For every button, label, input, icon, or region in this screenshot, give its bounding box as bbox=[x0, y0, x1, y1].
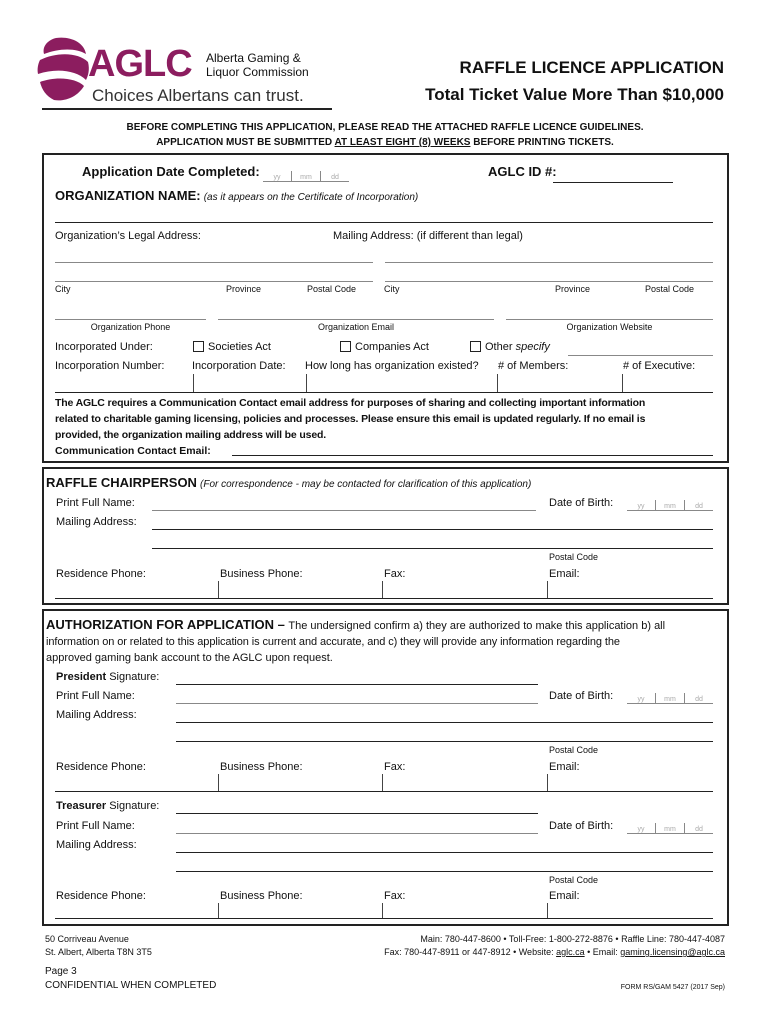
auth-line1: AUTHORIZATION FOR APPLICATION – The undersigned confirm a) they are authorized to make this application b) all bbox=[46, 617, 666, 632]
treasurer-signature-field[interactable] bbox=[176, 813, 538, 814]
footer-address-2: St. Albert, Alberta T8N 3T5 bbox=[45, 947, 152, 957]
incorporated-under-label: Incorporated Under: bbox=[55, 341, 153, 353]
president-dob-field[interactable]: yy mm dd bbox=[627, 690, 713, 704]
divider bbox=[382, 774, 383, 791]
other-specify-field[interactable] bbox=[568, 355, 713, 356]
notice-line1: BEFORE COMPLETING THIS APPLICATION, PLEASE READ THE ATTACHED RAFFLE LICENCE GUIDELINES. bbox=[126, 122, 644, 133]
auth-line2: information on or related to this application is current and accurate, and c) they will provide any information regarding the bbox=[46, 636, 620, 648]
aglc-logo-icon bbox=[36, 36, 90, 104]
chair-res-phone-label: Residence Phone: bbox=[56, 568, 146, 580]
auth-line3: approved gaming bank account to the AGLC upon request. bbox=[46, 652, 333, 664]
divider bbox=[306, 374, 307, 392]
president-bus-phone-label: Business Phone: bbox=[220, 761, 303, 773]
treasurer-signature-label: Treasurer Signature: bbox=[56, 800, 160, 812]
companies-act-label: Companies Act bbox=[355, 341, 429, 353]
comm-text-line2: related to charitable gaming licensing, policies and processes. Please ensure this email is updated regularly. If no email is bbox=[55, 413, 646, 425]
chair-postal-label: Postal Code bbox=[549, 552, 599, 562]
president-signature-label: President Signature: bbox=[56, 671, 160, 683]
treasurer-name-label: Print Full Name: bbox=[56, 820, 135, 832]
mailing-city-label: City bbox=[384, 284, 400, 294]
org-name-line1: Alberta Gaming & bbox=[206, 51, 301, 65]
societies-act-label: Societies Act bbox=[208, 341, 271, 353]
other-label: Other specify bbox=[485, 341, 550, 353]
mailing-address-label: Mailing Address: (if different than legal) bbox=[333, 230, 523, 242]
page-title: RAFFLE LICENCE APPLICATION bbox=[459, 58, 724, 77]
footer-contact-2: Fax: 780-447-8911 or 447-8912 • Website: aglc.ca • Email: gaming.licensing@aglc.ca bbox=[384, 947, 725, 957]
president-contact-field[interactable] bbox=[55, 791, 713, 792]
treasurer-fax-label: Fax: bbox=[384, 890, 406, 902]
president-email-label: Email: bbox=[549, 761, 580, 773]
president-mailing-label: Mailing Address: bbox=[56, 709, 137, 721]
org-phone-field[interactable] bbox=[55, 319, 206, 320]
mailing-address-field[interactable] bbox=[385, 262, 713, 263]
treasurer-postal-label: Postal Code bbox=[549, 875, 599, 885]
comm-text-line3: provided, the organization mailing address will be used. bbox=[55, 429, 327, 441]
org-name-label: ORGANIZATION NAME: (as it appears on the Certificate of Incorporation) bbox=[55, 188, 419, 203]
page-number: Page 3 bbox=[45, 966, 77, 977]
chair-fax-label: Fax: bbox=[384, 568, 406, 580]
president-postal-label: Postal Code bbox=[549, 745, 599, 755]
treasurer-mailing-field[interactable] bbox=[176, 852, 713, 853]
notice-line2 bbox=[0, 136, 770, 149]
legal-city-field[interactable] bbox=[55, 281, 373, 282]
legal-address-label: Organization’s Legal Address: bbox=[55, 230, 201, 242]
chair-email-label: Email: bbox=[549, 568, 580, 580]
divider bbox=[547, 774, 548, 791]
divider bbox=[622, 374, 623, 392]
notice-deadline: AT LEAST EIGHT (8) WEEKS bbox=[334, 137, 471, 148]
treasurer-mailing-field-2[interactable] bbox=[176, 871, 713, 872]
chair-title: RAFFLE CHAIRPERSON (For correspondence - may be contacted for clarification of this application) bbox=[46, 475, 532, 490]
legal-province-label: Province bbox=[226, 284, 262, 294]
comm-email-field[interactable] bbox=[232, 455, 713, 456]
president-name-field[interactable] bbox=[176, 703, 538, 704]
form-id: FORM RS/GAM 5427 (2017 Sep) bbox=[620, 984, 725, 991]
chair-mailing-label: Mailing Address: bbox=[56, 516, 137, 528]
legal-address-field[interactable] bbox=[55, 262, 373, 263]
president-signature-field[interactable] bbox=[176, 684, 538, 685]
notice-pre: APPLICATION MUST BE SUBMITTED bbox=[156, 137, 335, 148]
org-name-field[interactable] bbox=[55, 222, 713, 223]
org-email-field[interactable] bbox=[218, 319, 494, 320]
other-checkbox[interactable] bbox=[470, 341, 481, 352]
email-link[interactable]: gaming.licensing@aglc.ca bbox=[620, 947, 725, 957]
president-dob-label: Date of Birth: bbox=[549, 690, 614, 702]
incorporation-row-field[interactable] bbox=[55, 392, 713, 393]
divider bbox=[218, 774, 219, 791]
how-long-label: How long has organization existed? bbox=[305, 360, 479, 372]
app-date-label: Application Date Completed: bbox=[82, 164, 260, 179]
org-email-label: Organization Email bbox=[317, 322, 395, 332]
notice-post: BEFORE PRINTING TICKETS. bbox=[470, 137, 614, 148]
mailing-province-label: Province bbox=[555, 284, 591, 294]
chair-dob-label: Date of Birth: bbox=[549, 497, 614, 509]
president-res-phone-label: Residence Phone: bbox=[56, 761, 146, 773]
treasurer-bus-phone-label: Business Phone: bbox=[220, 890, 303, 902]
president-fax-label: Fax: bbox=[384, 761, 406, 773]
legal-postal-label: Postal Code bbox=[307, 284, 357, 294]
divider bbox=[382, 903, 383, 918]
chair-name-field[interactable] bbox=[152, 510, 536, 511]
treasurer-email-label: Email: bbox=[549, 890, 580, 902]
logo-text: AGLC bbox=[88, 43, 192, 85]
chair-name-label: Print Full Name: bbox=[56, 497, 135, 509]
treasurer-mailing-label: Mailing Address: bbox=[56, 839, 137, 851]
org-website-label: Organization Website bbox=[566, 322, 653, 332]
treasurer-name-field[interactable] bbox=[176, 833, 538, 834]
president-name-label: Print Full Name: bbox=[56, 690, 135, 702]
divider bbox=[547, 903, 548, 918]
president-mailing-field-2[interactable] bbox=[176, 741, 713, 742]
inc-date-label: Incorporation Date: bbox=[192, 360, 286, 372]
footer-contact-1: Main: 780-447-8600 • Toll-Free: 1-800-272-8876 • Raffle Line: 780-447-4087 bbox=[420, 934, 725, 944]
divider bbox=[497, 374, 498, 392]
aglc-id-field[interactable] bbox=[553, 182, 673, 183]
org-phone-label: Organization Phone bbox=[90, 322, 171, 332]
chair-mailing-field-2[interactable] bbox=[152, 548, 713, 549]
treasurer-dob-label: Date of Birth: bbox=[549, 820, 614, 832]
app-date-field[interactable]: yy mm dd bbox=[263, 168, 349, 182]
treasurer-res-phone-label: Residence Phone: bbox=[56, 890, 146, 902]
org-name-line2: Liquor Commission bbox=[206, 65, 309, 79]
chair-bus-phone-label: Business Phone: bbox=[220, 568, 303, 580]
treasurer-dob-field[interactable]: yy mm dd bbox=[627, 820, 713, 834]
comm-text-line1: The AGLC requires a Communication Contact email address for purposes of sharing and collecting important information bbox=[55, 397, 646, 409]
divider bbox=[382, 581, 383, 598]
org-website-field[interactable] bbox=[506, 319, 713, 320]
divider bbox=[218, 903, 219, 918]
header-rule bbox=[42, 108, 332, 110]
president-mailing-field[interactable] bbox=[176, 722, 713, 723]
companies-act-checkbox[interactable] bbox=[340, 341, 351, 352]
divider bbox=[193, 374, 194, 392]
divider bbox=[218, 581, 219, 598]
executive-label: # of Executive: bbox=[623, 360, 696, 372]
members-label: # of Members: bbox=[498, 360, 569, 372]
chair-dob-field[interactable]: yy mm dd bbox=[627, 497, 713, 511]
footer-address-1: 50 Corriveau Avenue bbox=[45, 934, 129, 944]
mailing-postal-label: Postal Code bbox=[645, 284, 695, 294]
chair-contact-field[interactable] bbox=[55, 598, 713, 599]
website-link[interactable]: aglc.ca bbox=[556, 947, 585, 957]
confidential-note: CONFIDENTIAL WHEN COMPLETED bbox=[45, 980, 217, 991]
societies-act-checkbox[interactable] bbox=[193, 341, 204, 352]
chair-mailing-field[interactable] bbox=[152, 529, 713, 530]
page-subtitle: Total Ticket Value More Than $10,000 bbox=[425, 85, 724, 104]
comm-email-label: Communication Contact Email: bbox=[55, 445, 211, 457]
aglc-id-label: AGLC ID #: bbox=[488, 164, 557, 179]
treasurer-contact-field[interactable] bbox=[55, 918, 713, 919]
inc-number-label: Incorporation Number: bbox=[55, 360, 165, 372]
mailing-city-field[interactable] bbox=[385, 281, 713, 282]
legal-city-label: City bbox=[55, 284, 71, 294]
tagline: Choices Albertans can trust. bbox=[92, 86, 304, 105]
divider bbox=[547, 581, 548, 598]
